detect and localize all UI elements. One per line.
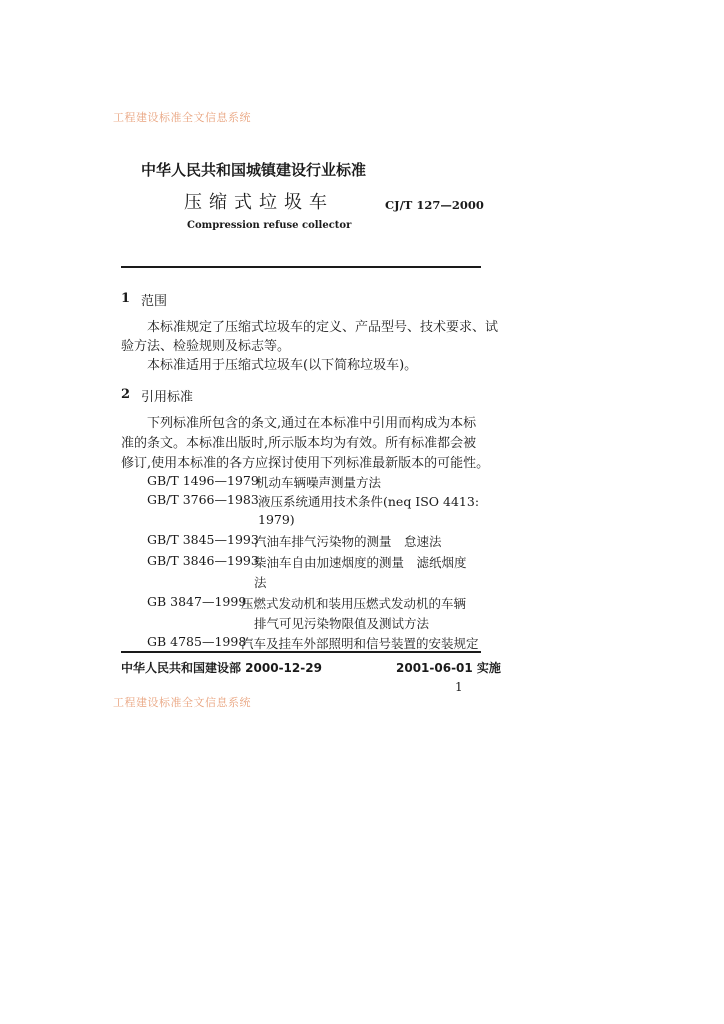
ref-code: GB/T 3846—1993	[147, 553, 259, 568]
ref-title: 柴油车自由加速烟度的测量 滤纸烟度	[254, 555, 467, 570]
ref-code: GB 4785—1998	[147, 634, 247, 649]
section-1-para-1-line-1: 本标准规定了压缩式垃圾车的定义、产品型号、技术要求、试	[147, 320, 499, 335]
header-rule	[121, 266, 481, 268]
section-1-para-2: 本标准适用于压缩式垃圾车(以下简称垃圾车)。	[147, 358, 418, 373]
section-2-title: 引用标准	[141, 390, 194, 405]
footer-rule	[121, 651, 481, 653]
standard-code: CJ/T 127—2000	[385, 198, 484, 212]
issuer-and-date: 中华人民共和国建设部 2000-12-29	[121, 661, 322, 675]
section-1-number: 1	[121, 291, 131, 306]
effective-date: 2001-06-01 实施	[396, 661, 501, 675]
ref-title: 汽车及挂车外部照明和信号装置的安装规定	[241, 636, 479, 651]
ref-title: 汽油车排气污染物的测量 怠速法	[254, 534, 442, 549]
issuing-organization: 中华人民共和国城镇建设行业标准	[141, 161, 367, 179]
ref-code: GB/T 3766—1983	[147, 492, 259, 507]
ref-code: GB/T 3845—1993	[147, 532, 259, 547]
section-2-number: 2	[121, 387, 131, 402]
section-1-title: 范围	[141, 294, 168, 309]
ref-title: 压燃式发动机和装用压燃式发动机的车辆	[241, 596, 467, 611]
english-title: Compression refuse collector	[187, 220, 352, 231]
ref-title: 液压系统通用技术条件(neq ISO 4413:	[258, 494, 480, 509]
section-2-intro-line-3: 修订,使用本标准的各方应探讨使用下列标准最新版本的可能性。	[121, 456, 490, 471]
watermark-bottom: 工程建设标准全文信息系统	[113, 696, 251, 709]
ref-title-continued: 法	[254, 575, 267, 590]
section-2-intro-line-1: 下列标准所包含的条文,通过在本标准中引用而构成为本标	[147, 416, 477, 431]
page-number: 1	[455, 680, 463, 694]
document-title: 压缩式垃圾车	[184, 192, 334, 213]
section-1-para-1-line-2: 验方法、检验规则及标志等。	[121, 339, 291, 354]
ref-title-continued: 排气可见污染物限值及测试方法	[254, 616, 430, 631]
watermark-top: 工程建设标准全文信息系统	[113, 111, 251, 124]
ref-title: 机动车辆噪声测量方法	[256, 475, 382, 490]
ref-title-continued: 1979)	[258, 512, 295, 527]
ref-code: GB/T 1496—1979	[147, 473, 259, 488]
ref-code: GB 3847—1999	[147, 594, 247, 609]
section-2-intro-line-2: 准的条文。本标准出版时,所示版本均为有效。所有标准都会被	[121, 436, 477, 451]
